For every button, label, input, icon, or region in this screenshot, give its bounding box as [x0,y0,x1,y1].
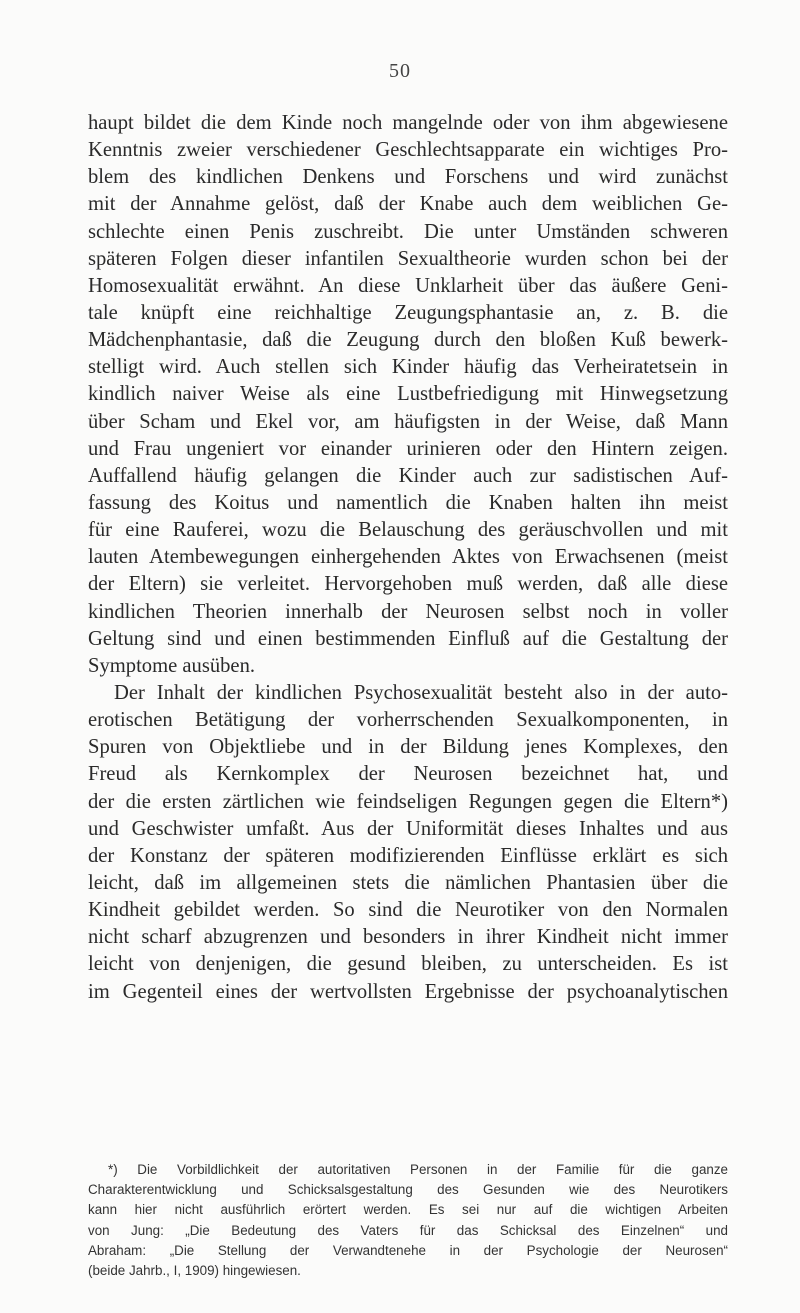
footnote-line: *) Die Vorbildlichkeit der autoritativen Personen in der Familie für die ganze [108,1162,728,1177]
footnote-line: von Jung: „Die Bedeutung des Vaters für das Schicksal des Einzelnen“ und [88,1222,728,1238]
text-line: Spuren von Objektliebe und in der Bildung jenes Komplexes, den [88,736,728,759]
text-line: kindlichen Theorien innerhalb der Neurosen selbst noch in voller [88,600,728,623]
footnote-line: Charakterentwicklung und Schicksalsgestaltung des Gesunden wie des Neurotikers [88,1182,728,1198]
text-line: erotischen Betätigung der vorherrschenden Sexualkomponenten, in [88,709,728,732]
text-line: nicht scharf abzugrenzen und besonders in ihrer Kindheit nicht immer [88,926,728,949]
text-line: Kenntnis zweier verschiedener Geschlechtsapparate ein wichtiges Pro- [88,139,728,162]
text-line: späteren Folgen dieser infantilen Sexualtheorie wurden schon bei der [88,247,728,270]
text-line: über Scham und Ekel vor, am häufigsten in der Weise, daß Mann [88,410,728,433]
footnote-line: (beide Jahrb., I, 1909) hingewiesen. [88,1262,301,1278]
text-line: mit der Annahme gelöst, daß der Knabe auch dem weiblichen Ge- [88,193,728,216]
text-line: Mädchenphantasie, daß die Zeugung durch den bloßen Kuß bewerk- [88,329,728,352]
text-line: schlechte einen Penis zuschreibt. Die unter Umständen schweren [88,220,728,243]
paragraph-1 [88,110,728,680]
paragraph-2 [88,680,728,1006]
text-line: Homosexualität erwähnt. An diese Unklarheit über das äußere Geni- [88,274,728,297]
text-line: für eine Rauferei, wozu die Belauschung des geräuschvollen und mit [88,519,728,542]
footnote-line: kann hier nicht ausführlich erörtert werden. Es sei nur auf die wichtigen Arbeiten [88,1202,728,1218]
text-line: kindlich naiver Weise als eine Lustbefriedigung mit Hinwegsetzung [88,383,728,406]
text-line: der Konstanz der späteren modifizierenden Einflüsse erklärt es sich [88,844,728,867]
text-line: im Gegenteil eines der wertvollsten Ergebnisse der psychoanalytischen [88,980,728,1003]
text-line: Geltung sind und einen bestimmenden Einfluß auf die Gestaltung der [88,627,728,650]
text-line: Der Inhalt der kindlichen Psychosexualität besteht also in der auto- [114,681,728,704]
footnote [88,1160,728,1281]
text-line: tale knüpft eine reichhaltige Zeugungsphantasie an, z. B. die [88,301,728,324]
footnote-line: Abraham: „Die Stellung der Verwandtenehe in der Psychologie der Neurosen“ [88,1242,728,1258]
text-line: haupt bildet die dem Kinde noch mangelnde oder von ihm abgewiesene [88,112,728,134]
text-line: leicht, daß im allgemeinen stets die nämlichen Phantasien über die [88,871,728,894]
text-line: blem des kindlichen Denkens und Forschens und wird zunächst [88,166,728,189]
text-line: der die ersten zärtlichen wie feindseligen Regungen gegen die Eltern*) [88,790,728,813]
text-line: der Eltern) sie verleitet. Hervorgehoben muß werden, daß alle diese [88,573,728,596]
text-line: fassung des Koitus und namentlich die Knaben halten ihn meist [88,491,728,514]
text-line: Symptome ausüben. [88,654,256,677]
text-line: Kindheit gebildet werden. So sind die Neurotiker von den Normalen [88,899,728,922]
text-line: Freud als Kernkomplex der Neurosen bezeichnet hat, und [88,763,728,786]
text-line: stelligt wird. Auch stellen sich Kinder häufig das Verheiratetsein in [88,356,728,379]
text-line: und Geschwister umfaßt. Aus der Uniformität dieses Inhaltes und aus [88,817,728,840]
text-line: Auffallend häufig gelangen die Kinder auch zur sadistischen Auf- [88,464,728,487]
text-line: leicht von denjenigen, die gesund bleiben, zu unterscheiden. Es ist [88,953,728,976]
text-line: lauten Atembewegungen einhergehenden Aktes von Erwachsenen (meist [88,546,728,569]
text-line: und Frau ungeniert vor einander urinieren oder den Hintern zeigen. [88,437,728,460]
page-number: 50 [389,60,411,82]
main-text [88,110,728,1006]
